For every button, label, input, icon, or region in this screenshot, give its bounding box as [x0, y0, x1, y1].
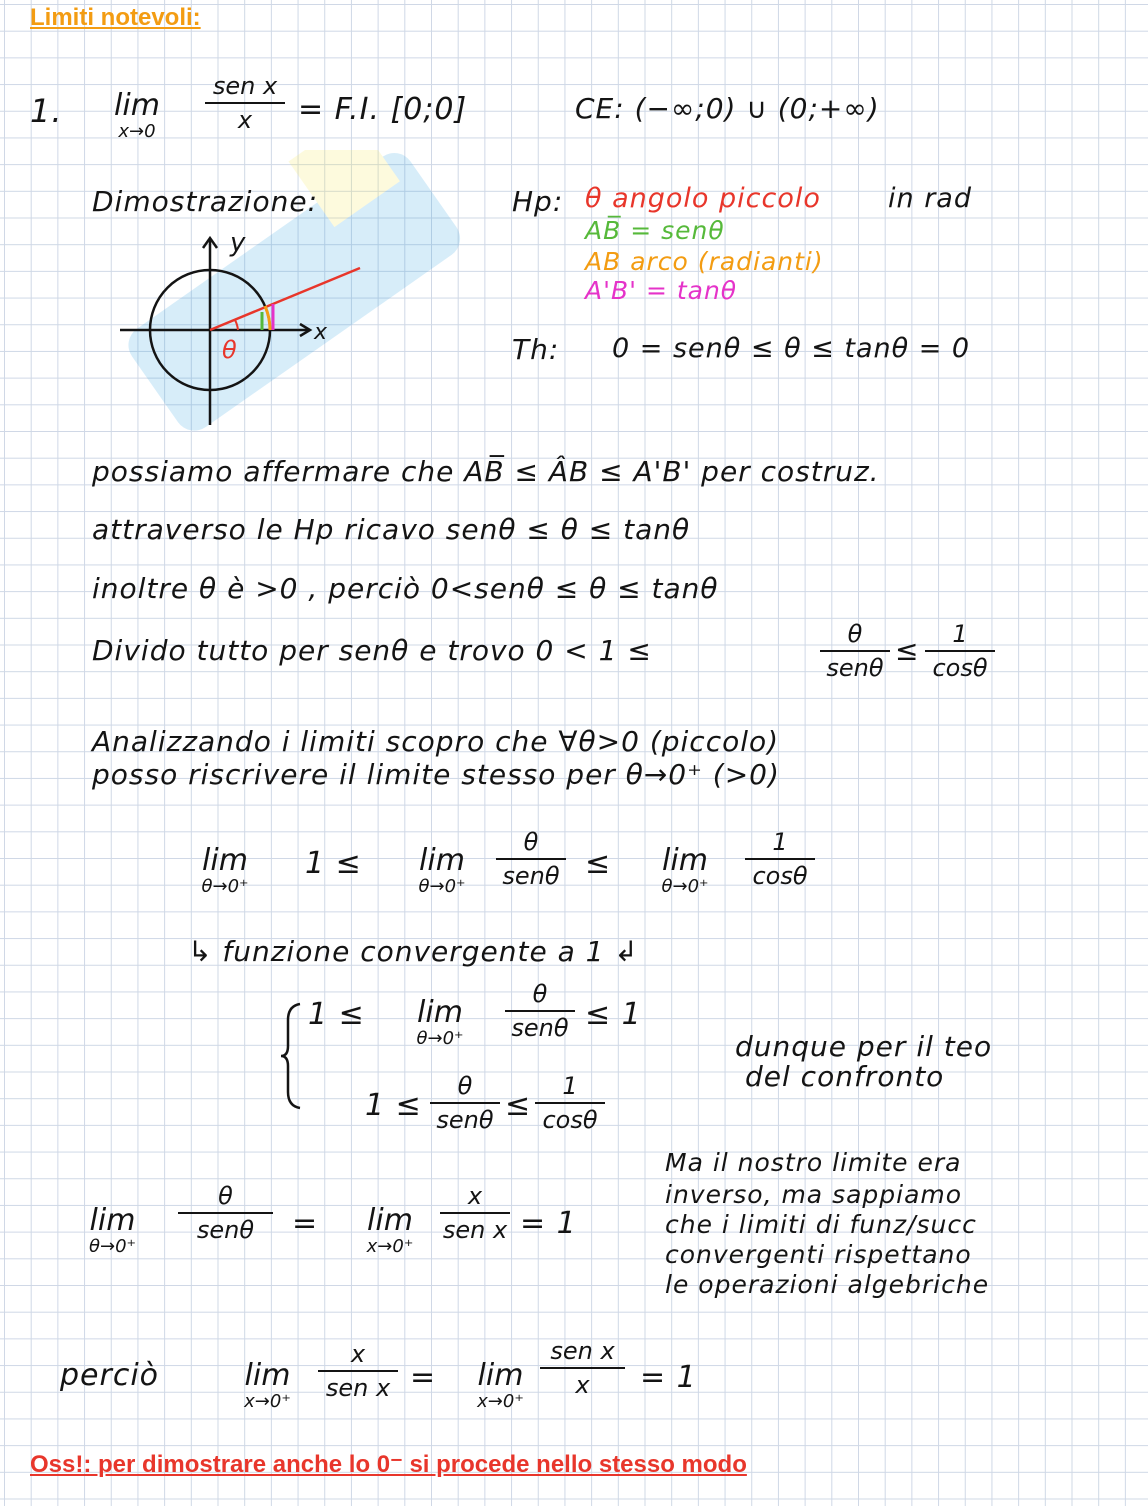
lim-subscript: x→0⁺	[366, 1236, 414, 1257]
fraction-denominator: x	[237, 106, 253, 134]
fraction-numerator: 1	[772, 828, 788, 856]
lim-subscript: x→0	[118, 121, 156, 142]
fraction-denominator: senθ	[502, 862, 560, 890]
fraction-denominator: senθ	[826, 654, 884, 682]
result-fraction-2	[440, 1182, 510, 1244]
fraction-numerator: x	[467, 1182, 483, 1210]
fraction-numerator: sen x	[550, 1337, 615, 1365]
fraction-numerator: θ	[532, 980, 548, 1008]
system-row-2-fraction-1	[430, 1072, 500, 1134]
final-fraction-2	[540, 1337, 625, 1399]
lim-word: lim	[367, 1203, 413, 1238]
chain-le: ≤	[585, 846, 612, 881]
thesis-label: Th:	[512, 333, 560, 366]
fraction-numerator: θ	[523, 828, 539, 856]
fraction-denominator: sen x	[325, 1374, 391, 1402]
lim-word: lim	[244, 1358, 291, 1393]
fraction-numerator: 1	[562, 1072, 578, 1100]
system-row-2-fraction-2	[535, 1072, 605, 1134]
result-lim-2	[335, 1205, 445, 1257]
demo-label: Dimostrazione:	[92, 185, 318, 218]
system-row-2-le: ≤	[505, 1088, 532, 1123]
body-line-4-le: ≤	[895, 634, 920, 667]
hypothesis-line-1: θ angolo piccolo	[585, 183, 821, 214]
lim-word: lim	[477, 1358, 524, 1393]
comparison-note-2: del confronto	[745, 1060, 945, 1093]
system-row-1-start: 1 ≤	[308, 997, 365, 1032]
final-value: = 1	[640, 1360, 697, 1395]
fraction-numerator: θ	[218, 1182, 233, 1210]
fraction-denominator: cosθ	[542, 1106, 598, 1134]
system-brace	[278, 1000, 308, 1112]
result-fraction-1	[178, 1182, 273, 1244]
fraction-numerator: θ	[457, 1072, 473, 1100]
body-line-4-fraction-1	[820, 620, 890, 682]
fraction-numerator: θ	[847, 620, 863, 648]
hypothesis-line-4: A'B' = tanθ	[585, 276, 738, 305]
chain-lim-2	[392, 845, 492, 897]
final-lim-1	[215, 1360, 320, 1412]
lim-word: lim	[202, 843, 248, 878]
result-value: = 1	[520, 1206, 577, 1241]
fraction-numerator: x	[350, 1340, 366, 1368]
lim-subscript: θ→0⁺	[201, 876, 249, 897]
limit1-domain: CE: (−∞;0) ∪ (0;+∞)	[575, 92, 880, 125]
thesis-text: 0 = senθ ≤ θ ≤ tanθ = 0	[612, 333, 971, 364]
lim-word: lim	[419, 843, 465, 878]
lim-subscript: θ→0⁺	[418, 876, 466, 897]
side-note-line-1: Ma il nostro limite era	[665, 1148, 962, 1177]
chain-lim-3	[630, 845, 740, 897]
limit1-lim	[92, 90, 182, 142]
lim-word: lim	[417, 995, 463, 1030]
fraction-denominator: senθ	[511, 1014, 569, 1042]
hypothesis-label: Hp:	[512, 185, 564, 218]
chain-fraction-1	[496, 828, 566, 890]
chain-lim-1	[180, 845, 270, 897]
lim-subscript: θ→0⁺	[416, 1028, 464, 1049]
convergence-note: ↳ funzione convergente a 1 ↲	[188, 935, 639, 968]
side-note-line-2: inverso, ma sappiamo	[665, 1180, 963, 1209]
side-note-line-5: le operazioni algebriche	[665, 1270, 990, 1299]
hypothesis-line-2: AB̅ = senθ	[585, 216, 725, 245]
final-word: perciò	[60, 1358, 160, 1393]
lim-word: lim	[662, 843, 708, 878]
body-line-5: Analizzando i limiti scopro che ∀θ>0 (piccolo)	[92, 725, 780, 758]
fraction-denominator: cosθ	[752, 862, 808, 890]
limit1-fraction	[205, 72, 285, 134]
limit1-result: = F.I. [0;0]	[298, 92, 468, 127]
side-note-line-4: convergenti rispettano	[665, 1240, 972, 1269]
unit-circle-diagram	[110, 230, 380, 430]
system-row-1-fraction	[505, 980, 575, 1042]
system-row-2-start: 1 ≤	[365, 1088, 422, 1123]
body-line-4: Divido tutto per senθ e trovo 0 < 1 ≤	[92, 634, 652, 667]
lim-word: lim	[89, 1203, 136, 1238]
lim-word: lim	[114, 88, 160, 123]
chain-fraction-2	[745, 828, 815, 890]
fraction-denominator: senθ	[196, 1216, 255, 1244]
fraction-denominator: senθ	[436, 1106, 494, 1134]
fraction-numerator: 1	[952, 620, 968, 648]
result-eq: =	[292, 1206, 319, 1241]
hypothesis-line-1b: in rad	[888, 183, 972, 214]
lim-subscript: θ→0⁺	[88, 1236, 137, 1257]
x-axis-label: x	[314, 320, 329, 345]
hypothesis-line-3: AB arco (radianti)	[585, 247, 824, 276]
final-fraction-1	[318, 1340, 398, 1402]
result-lim-1	[55, 1205, 170, 1257]
body-line-6: posso riscrivere il limite stesso per θ→0⁺ (>0)	[92, 758, 780, 791]
body-line-1: possiamo affermare che AB̅ ≤ ÂB ≤ A'B' per costruz.	[92, 455, 880, 488]
final-eq: =	[410, 1360, 437, 1395]
y-axis-label: y	[230, 228, 247, 258]
system-row-1-lim	[385, 997, 495, 1049]
lim-subscript: x→0⁺	[477, 1391, 524, 1412]
page-title: Limiti notevoli:	[30, 4, 201, 31]
fraction-denominator: cosθ	[932, 654, 988, 682]
footer-note: Oss!: per dimostrare anche lo 0⁻ si procede nello stesso modo	[30, 1451, 747, 1478]
comparison-note-1: dunque per il teo	[735, 1030, 993, 1063]
fraction-denominator: x	[575, 1371, 590, 1399]
chain-one-le: 1 ≤	[305, 846, 362, 881]
lim-subscript: θ→0⁺	[661, 876, 709, 897]
lim-subscript: x→0⁺	[244, 1391, 291, 1412]
system-row-1-end: ≤ 1	[585, 997, 642, 1032]
final-lim-2	[448, 1360, 553, 1412]
body-line-4-fraction-2	[925, 620, 995, 682]
theta-label: θ	[222, 336, 238, 364]
side-note-line-3: che i limiti di funz/succ	[665, 1210, 977, 1239]
fraction-numerator: sen x	[212, 72, 278, 100]
limit-index: 1.	[30, 92, 63, 130]
fraction-denominator: sen x	[442, 1216, 508, 1244]
body-line-3: inoltre θ è >0 , perciò 0<senθ ≤ θ ≤ tanθ	[92, 572, 719, 605]
body-line-2: attraverso le Hp ricavo senθ ≤ θ ≤ tanθ	[92, 513, 691, 546]
